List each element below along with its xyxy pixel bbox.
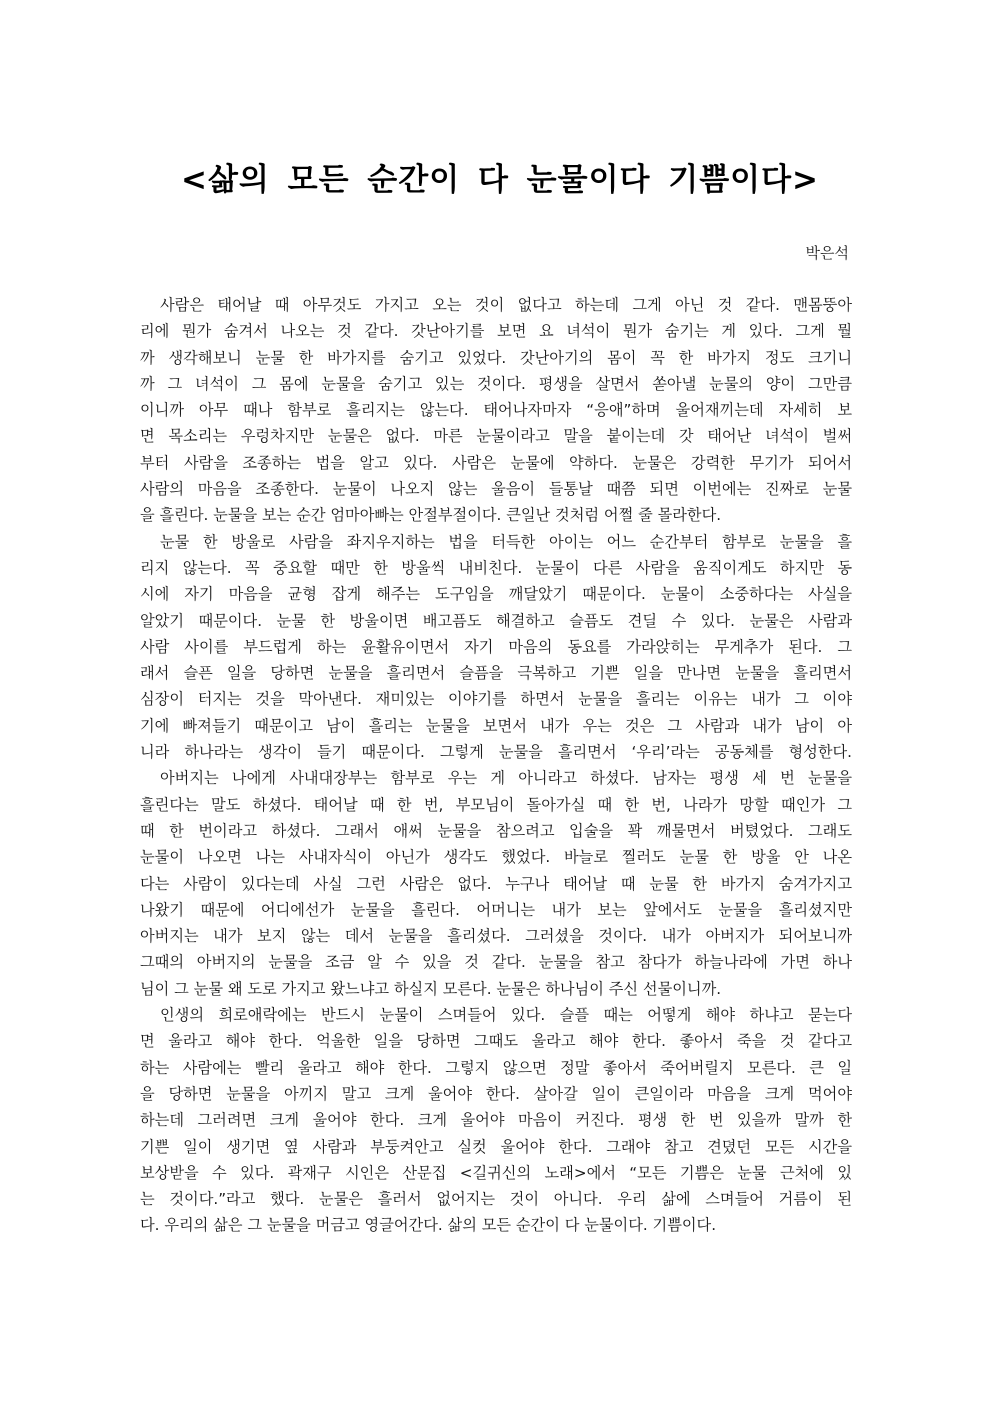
text-line: 아버지는 나에게 사내대장부는 함부로 우는 게 아니라고 하셨다. 남자는 평생 세 번 눈물을	[160, 769, 852, 788]
document-title: <삶의 모든 순간이 다 눈물이다 기쁨이다>	[180, 162, 820, 198]
text-line: 다. 우리의 삶은 그 눈물을 머금고 영글어간다. 삶의 모든 순간이 다 눈물이다. 기쁨이다.	[140, 1216, 717, 1235]
text-line: 하는데 그러려면 크게 울어야 한다. 크게 울어야 마음이 커진다. 평생 한 번 있을까 말까 한	[140, 1111, 852, 1130]
text-line: 나왔기 때문에 어디에선가 눈물을 흘린다. 어머니는 내가 보는 앞에서도 눈물을 흘리셨지만	[140, 900, 852, 919]
text-line: 기쁜 일이 생기면 옆 사람과 부둥켜안고 실컷 울어야 한다. 그래야 참고 견뎠던 모든 시간을	[140, 1137, 852, 1156]
paragraph-4	[140, 1002, 852, 1239]
text-line: 이니까 아무 때나 함부로 흘리지는 않는다. 태어나자마자 “응애”하며 울어재끼는데 자세히 보	[140, 401, 852, 420]
text-line: 인생의 희로애락에는 반드시 눈물이 스며들어 있다. 슬플 때는 어떻게 해야 하냐고 묻는다	[160, 1006, 852, 1025]
text-line: 그때의 아버지의 눈물을 조금 알 수 있을 것 같다. 눈물을 참고 참다가 하늘나라에 가면 하나	[140, 953, 852, 972]
text-line: 알았기 때문이다. 눈물 한 방울이면 배고픔도 해결하고 슬픔도 견딜 수 있다. 눈물은 사람과	[140, 611, 852, 630]
text-line: 하는 사람에는 빨리 울라고 해야 한다. 그렇지 않으면 정말 좋아서 죽어버릴지 모른다. 큰 일	[140, 1058, 852, 1077]
text-line: 님이 그 눈물 왜 도로 가지고 왔느냐고 하실지 모른다. 눈물은 하나님이 주신 선물이니까.	[140, 979, 722, 998]
paragraph-2	[140, 529, 852, 766]
paragraph-3	[140, 765, 852, 1002]
text-line: 보상받을 수 있다. 곽재구 시인은 산문집 <길귀신의 노래>에서 “모든 기쁨은 눈물 근처에 있	[140, 1163, 852, 1182]
text-line: 래서 슬픈 일을 당하면 눈물을 흘리면서 슬픔을 극복하고 기쁜 일을 만나면 눈물을 흘리면서	[140, 664, 852, 683]
text-line: 까 생각해보니 눈물 한 바가지를 숨기고 있었다. 갓난아기의 몸이 꼭 한 바가지 정도 크기니	[140, 348, 852, 367]
text-line: 다는 사람이 있다는데 사실 그런 사람은 없다. 누구나 태어날 때 눈물 한 바가지 숨겨가지고	[140, 874, 852, 893]
text-line: 시에 자기 마음을 균형 잡게 해주는 도구임을 깨달았기 때문이다. 눈물이 소중하다는 사실을	[140, 585, 852, 604]
text-line: 심장이 터지는 것을 막아낸다. 재미있는 이야기를 하면서 눈물을 흘리는 이유는 내가 그 이야	[140, 690, 852, 709]
paragraph-1	[140, 292, 852, 529]
text-line: 사람 사이를 부드럽게 하는 윤활유이면서 자기 마음의 동요를 가라앉히는 무게추가 된다. 그	[140, 637, 852, 656]
text-line: 니라 하나라는 생각이 들기 때문이다. 그렇게 눈물을 흘리면서 ‘우리’라는 공동체를 형성한다.	[140, 743, 852, 762]
text-line: 흘린다는 말도 하셨다. 태어날 때 한 번, 부모님이 돌아가실 때 한 번, 나라가 망할 때인가 그	[140, 795, 852, 814]
text-line: 면 목소리는 우렁차지만 눈물은 없다. 마른 눈물이라고 말을 붙이는데 갓 태어난 녀석이 벌써	[140, 427, 852, 446]
text-line: 눈물 한 방울로 사람을 좌지우지하는 법을 터득한 아이는 어느 순간부터 함부로 눈물을 흘	[160, 532, 852, 551]
text-line: 부터 사람을 조종하는 법을 알고 있다. 사람은 눈물에 약하다. 눈물은 강력한 무기가 되어서	[140, 453, 852, 472]
text-line: 아버지는 내가 보지 않는 데서 눈물을 흘리셨다. 그러셨을 것이다. 내가 아버지가 되어보니까	[140, 927, 852, 946]
text-line: 리에 뭔가 숨겨서 나오는 것 같다. 갓난아기를 보면 요 녀석이 뭔가 숨기는 게 있다. 그게 뭘	[140, 322, 852, 341]
document-body	[140, 292, 852, 1239]
text-line: 눈물이 나오면 나는 사내자식이 아닌가 생각도 했었다. 바늘로 찔러도 눈물 한 방울 안 나온	[140, 848, 852, 867]
text-line: 을 당하면 눈물을 아끼지 말고 크게 울어야 한다. 살아갈 일이 큰일이라 마음을 크게 먹어야	[140, 1084, 852, 1103]
text-line: 을 흘린다. 눈물을 보는 순간 엄마아빠는 안절부절이다. 큰일난 것처럼 어쩔 줄 몰라한다.	[140, 506, 722, 525]
text-line: 때 한 번이라고 하셨다. 그래서 애써 눈물을 참으려고 입술을 꽉 깨물면서 버텼었다. 그래도	[140, 821, 852, 840]
text-line: 기에 빠져들기 때문이고 남이 흘리는 눈물을 보면서 내가 우는 것은 그 사람과 내가 남이 아	[140, 716, 852, 735]
text-line: 면 울라고 해야 한다. 억울한 일을 당하면 그때도 울라고 해야 한다. 좋아서 죽을 것 같다고	[140, 1032, 852, 1051]
text-line: 까 그 녀석이 그 몸에 눈물을 숨기고 있는 것이다. 평생을 살면서 쏟아낼 눈물의 양이 그만큼	[140, 374, 852, 393]
text-line: 사람의 마음을 조종한다. 눈물이 나오지 않는 울음이 들통날 때쯤 되면 이번에는 진짜로 눈물	[140, 480, 852, 499]
text-line: 사람은 태어날 때 아무것도 가지고 오는 것이 없다고 하는데 그게 아닌 것 같다. 맨몸뚱아	[160, 296, 852, 314]
author-name: 박은석	[805, 244, 849, 262]
text-line: 리지 않는다. 꼭 중요할 때만 한 방울씩 내비친다. 눈물이 다른 사람을 움직이게도 하지만 동	[140, 558, 852, 577]
text-line: 는 것이다.”라고 했다. 눈물은 흘러서 없어지는 것이 아니다. 우리 삶에 스며들어 거름이 된	[140, 1190, 852, 1209]
